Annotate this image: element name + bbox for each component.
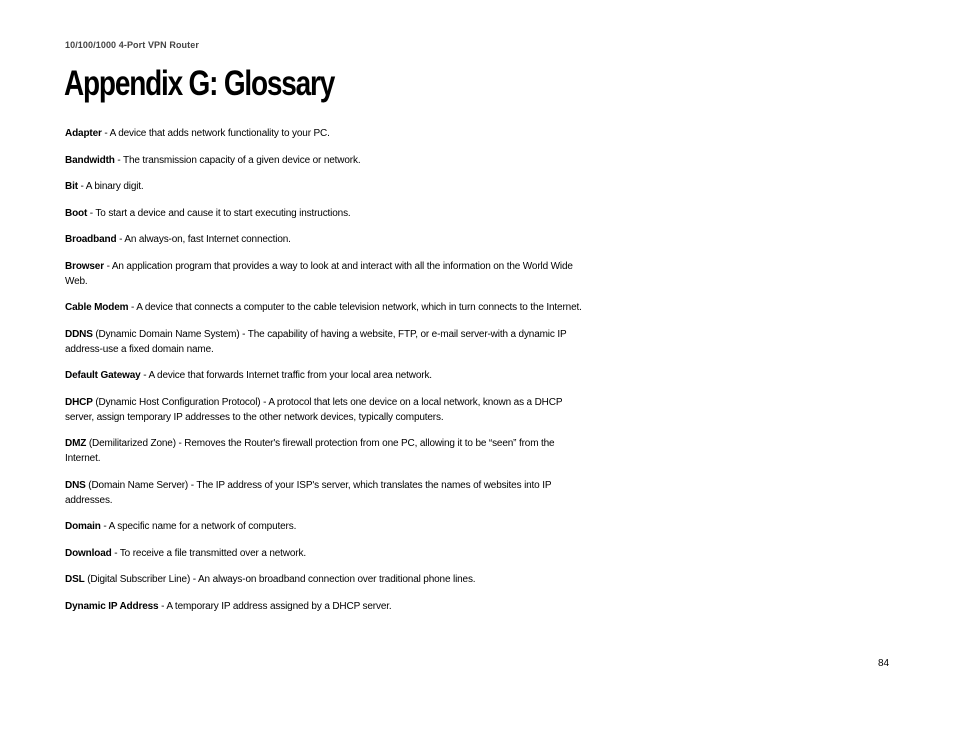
- glossary-definition: - A temporary IP address assigned by a DHCP server.: [158, 600, 392, 612]
- glossary-definition: - A binary digit.: [77, 181, 144, 192]
- glossary-term: Dynamic IP Address: [65, 600, 159, 612]
- glossary-term: Adapter: [65, 128, 102, 139]
- glossary-definition: (Domain Name Server) - The IP address of your ISP's server, which translates the names of websites into IP addresses.: [65, 479, 552, 506]
- glossary-term: Broadband: [65, 234, 117, 245]
- glossary-term: Bit: [65, 181, 78, 192]
- glossary-list: [65, 126, 590, 625]
- glossary-entry-ddns: [65, 327, 590, 357]
- glossary-term: Domain: [65, 521, 101, 532]
- glossary-term: Download: [65, 547, 112, 559]
- glossary-entry-dhcp: [65, 395, 590, 425]
- glossary-term: Browser: [65, 260, 104, 272]
- glossary-entry-bandwidth: [65, 153, 590, 168]
- glossary-definition: - A device that connects a computer to the cable television network, which in turn connects to the Internet.: [128, 302, 582, 313]
- glossary-definition: (Digital Subscriber Line) - An always-on broadband connection over traditional phone lines.: [84, 574, 476, 585]
- glossary-entry-dmz: [65, 436, 590, 466]
- glossary-definition: - To receive a file transmitted over a network.: [111, 547, 306, 559]
- glossary-definition: - An always-on, fast Internet connection.: [116, 234, 291, 245]
- glossary-entry-browser: [65, 259, 590, 289]
- glossary-term: DNS: [65, 479, 86, 491]
- glossary-term: DDNS: [65, 328, 93, 340]
- glossary-term: Bandwidth: [65, 154, 115, 166]
- glossary-definition: - A specific name for a network of computers.: [100, 521, 297, 532]
- glossary-entry-cable-modem: [65, 300, 590, 315]
- glossary-definition: - The transmission capacity of a given device or network.: [114, 154, 361, 166]
- glossary-definition: (Dynamic Host Configuration Protocol) - A protocol that lets one device on a local network, known as a DHCP server, assign temporary IP addresses to the other network devices, typically computers.: [65, 396, 563, 423]
- glossary-entry-dynamic-ip-address: [65, 599, 590, 614]
- glossary-definition: - An application program that provides a way to look at and interact with all the information on the World Wide Web.: [65, 260, 573, 287]
- glossary-entry-boot: [65, 206, 590, 221]
- glossary-definition: - To start a device and cause it to start executing instructions.: [87, 207, 351, 219]
- page-number: 84: [878, 658, 890, 669]
- glossary-definition: - A device that adds network functionality to your PC.: [101, 128, 330, 139]
- glossary-definition: (Dynamic Domain Name System) - The capability of having a website, FTP, or e-mail server-with a dynamic IP address-use a fixed domain name.: [65, 328, 567, 355]
- glossary-term: DMZ: [65, 438, 87, 449]
- glossary-definition: (Demilitarized Zone) - Removes the Router's firewall protection from one PC, allowing it to be “seen” from the Internet.: [65, 438, 555, 464]
- glossary-term: Cable Modem: [65, 302, 129, 313]
- glossary-entry-dns: [65, 478, 590, 508]
- glossary-term: Boot: [65, 207, 88, 219]
- page-title: Appendix G: Glossary: [64, 64, 335, 103]
- glossary-entry-broadband: [65, 232, 590, 247]
- glossary-term: DSL: [65, 574, 85, 585]
- glossary-entry-domain: [65, 519, 590, 534]
- glossary-term: DHCP: [65, 396, 93, 408]
- glossary-term: Default Gateway: [65, 370, 141, 381]
- glossary-entry-dsl: [65, 572, 590, 587]
- glossary-definition: - A device that forwards Internet traffic from your local area network.: [140, 370, 432, 381]
- glossary-entry-bit: [65, 179, 590, 194]
- running-header: 10/100/1000 4-Port VPN Router: [65, 40, 199, 50]
- glossary-entry-adapter: [65, 126, 590, 141]
- glossary-entry-default-gateway: [65, 368, 590, 383]
- glossary-entry-download: [65, 546, 590, 561]
